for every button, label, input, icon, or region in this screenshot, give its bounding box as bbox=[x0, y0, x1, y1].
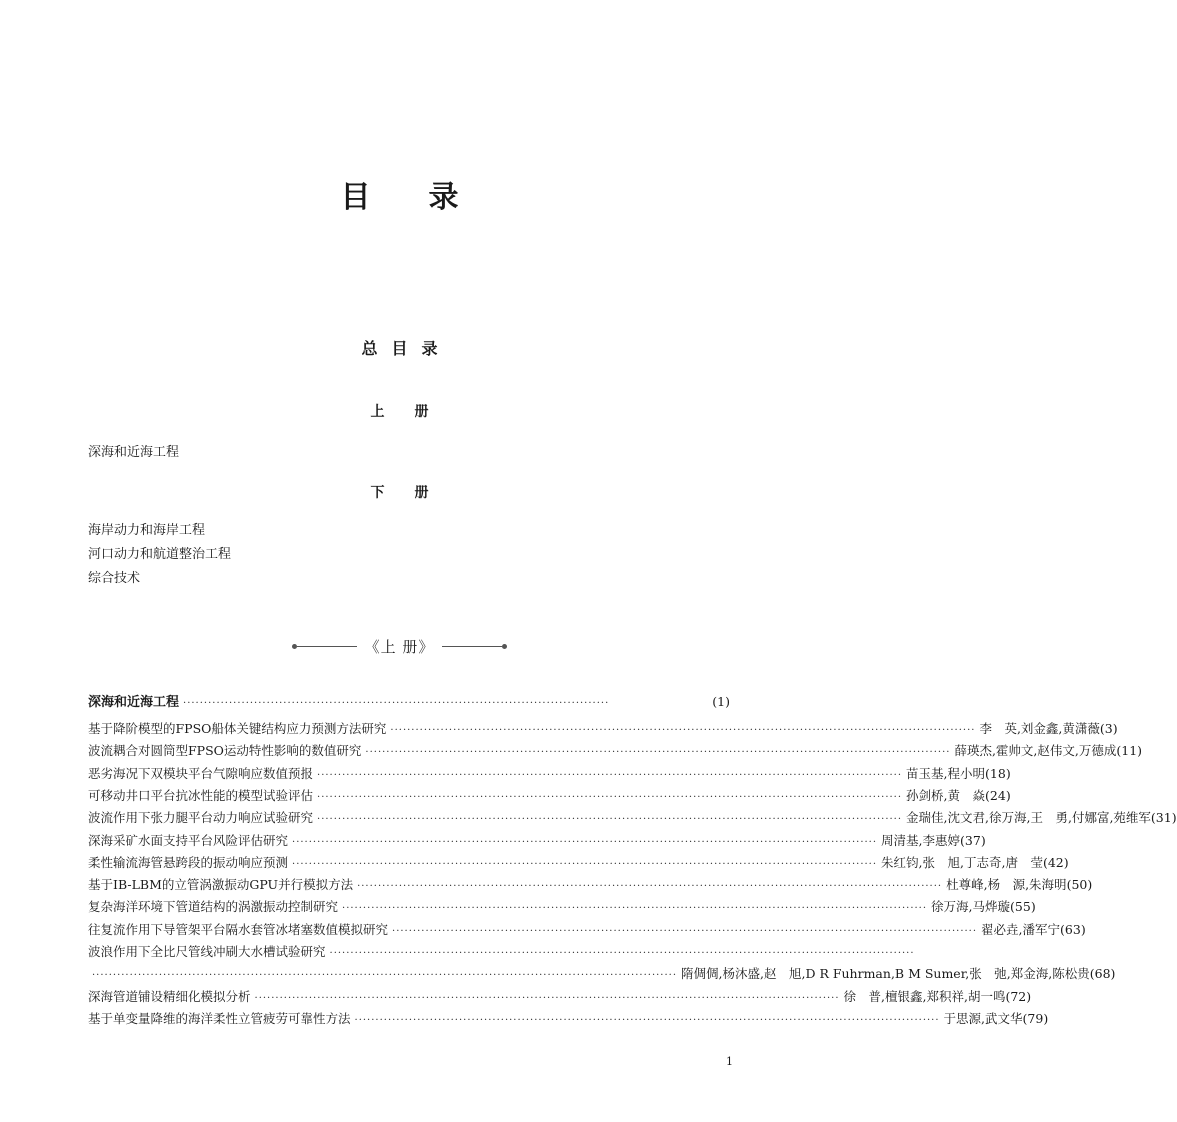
toc-page: (42) bbox=[1042, 854, 1069, 870]
toc-entry[interactable] bbox=[88, 853, 1069, 871]
leader-dots: ············································································································································ bbox=[317, 814, 903, 826]
toc-entry-title: 可移动井口平台抗冰性能的模型试验评估 bbox=[88, 787, 314, 803]
toc-entry-title: 波浪作用下全比尺管线冲刷大水槽试验研究 bbox=[88, 944, 326, 959]
toc-entry-title: 深海管道铺设精细化模拟分析 bbox=[88, 988, 251, 1004]
section-divider bbox=[0, 634, 799, 658]
toc-page: (11) bbox=[1116, 743, 1143, 759]
volume-item: 深海和近海工程 bbox=[88, 445, 180, 460]
volume-heading-lower: 下册 bbox=[370, 485, 459, 501]
toc-entry[interactable] bbox=[88, 831, 986, 849]
toc-page: (31) bbox=[1150, 810, 1177, 826]
leader-dots: ············································································································································ bbox=[317, 769, 903, 781]
leader-dots: ············································································································································ bbox=[292, 836, 878, 848]
main-title: 目录 bbox=[340, 180, 517, 215]
leader-dots: ············································································································································ bbox=[357, 881, 943, 893]
volume-item: 综合技术 bbox=[88, 571, 141, 586]
leader-dots: ············································································································································ bbox=[292, 858, 878, 870]
leader-dots: ············································································································································ bbox=[365, 747, 951, 759]
toc-entry[interactable] bbox=[88, 964, 1116, 982]
toc-entry[interactable] bbox=[88, 719, 1118, 737]
toc-entry[interactable] bbox=[88, 786, 1011, 804]
toc-entry-authors: 朱红钧,张 旭,丁志奇,唐 莹 bbox=[881, 854, 1043, 870]
toc-page: (79) bbox=[1022, 1010, 1049, 1026]
toc-entry-title: 基于降阶模型的FPSO船体关键结构应力预测方法研究 bbox=[88, 721, 387, 736]
toc-entry-authors: 翟必垚,潘军宁 bbox=[981, 921, 1061, 937]
toc-entry-authors: 隋倜倜,杨沐盛,赵 旭,D R Fuhrman,B M Sumer,张 弛,郑金海,陈松贵 bbox=[681, 966, 1090, 982]
volume-item: 河口动力和航道整治工程 bbox=[88, 547, 232, 562]
toc-entry-authors: 苗玉基,程小明 bbox=[906, 765, 986, 781]
leader-dots: ············································································································································ bbox=[390, 725, 976, 736]
toc-entry-title: 基于IB-LBM的立管涡激振动GPU并行模拟方法 bbox=[88, 877, 354, 893]
toc-page: (3) bbox=[1099, 721, 1118, 736]
leader-dots: ············································································································································ bbox=[354, 1014, 940, 1026]
toc-entry-title: 基于单变量降维的海洋柔性立管疲劳可靠性方法 bbox=[88, 1010, 351, 1026]
toc-entry-title: 柔性输流海管悬跨段的振动响应预测 bbox=[88, 854, 289, 870]
leader-dots: ············································································································································ bbox=[254, 992, 840, 1004]
toc-entry[interactable] bbox=[88, 741, 1143, 759]
toc-entry-authors: 徐 普,檀银鑫,郑积祥,胡一鸣 bbox=[843, 988, 1006, 1004]
toc-entry[interactable] bbox=[88, 920, 1086, 938]
toc-entry-authors: 周清基,李惠婷 bbox=[881, 832, 961, 848]
toc-entry[interactable] bbox=[88, 875, 1093, 893]
divider-line bbox=[442, 646, 502, 647]
leader-dots: ············································································································································ bbox=[342, 903, 928, 915]
toc-entry-authors: 金瑞佳,沈文君,徐万海,王 勇,付娜富,苑维军 bbox=[906, 810, 1151, 826]
toc-page: (63) bbox=[1060, 921, 1086, 937]
toc-entry-title: 往复流作用下导管架平台隔水套管冰堵塞数值模拟研究 bbox=[88, 921, 389, 937]
toc-entry[interactable] bbox=[88, 1009, 1049, 1027]
divider-dot bbox=[502, 644, 507, 649]
toc-entry-title: 复杂海洋环境下管道结构的涡激振动控制研究 bbox=[88, 899, 339, 915]
leader-dots: ············································································································································ bbox=[92, 970, 678, 982]
toc-entry[interactable] bbox=[88, 987, 1032, 1005]
leader-dots: ············································································································································ bbox=[317, 791, 903, 803]
toc-section-row[interactable] bbox=[88, 691, 730, 709]
toc-page: (50) bbox=[1066, 877, 1093, 893]
volume-item: 海岸动力和海岸工程 bbox=[88, 523, 206, 538]
volume-heading-upper: 上册 bbox=[370, 404, 459, 420]
toc-entry-title: 深海采矿水面支持平台风险评估研究 bbox=[88, 832, 289, 848]
toc-entry-authors: 李 英,刘金鑫,黄潇薇 bbox=[979, 721, 1100, 736]
divider-line bbox=[297, 646, 357, 647]
toc-entry-title: 波流作用下张力腿平台动力响应试验研究 bbox=[88, 810, 314, 826]
general-toc-title: 总目录 bbox=[361, 339, 452, 358]
toc-page: (1) bbox=[712, 694, 730, 709]
toc-page: (24) bbox=[985, 787, 1011, 803]
toc-entry[interactable] bbox=[88, 808, 1177, 826]
toc-entry[interactable] bbox=[88, 942, 915, 960]
toc-page: (55) bbox=[1010, 899, 1036, 915]
toc-entry-authors: 杜尊峰,杨 源,朱海明 bbox=[946, 877, 1067, 893]
toc-entry-title: 波流耦合对圆筒型FPSO运动特性影响的数值研究 bbox=[88, 743, 362, 759]
toc-page: (18) bbox=[985, 765, 1011, 781]
toc-entry-authors: 孙剑桥,黄 焱 bbox=[906, 787, 986, 803]
page-number: 1 bbox=[726, 1055, 733, 1068]
toc-entry-authors: 薛瑛杰,霍帅文,赵伟文,万德成 bbox=[954, 743, 1117, 759]
toc-entry[interactable] bbox=[88, 764, 1011, 782]
divider-label: 《上 册》 bbox=[364, 637, 435, 656]
toc-section-title: 深海和近海工程 bbox=[88, 695, 180, 710]
leader-dots: ············································································································································ bbox=[392, 925, 978, 937]
toc-entry-title: 恶劣海况下双模块平台气隙响应数值预报 bbox=[88, 765, 314, 781]
toc-entry-authors: 于思源,武文华 bbox=[943, 1010, 1023, 1026]
toc-entry-authors: 徐万海,马烨璇 bbox=[931, 899, 1011, 915]
leader-dots: ······································································································ bbox=[183, 698, 610, 709]
toc-page: (68) bbox=[1089, 966, 1116, 982]
toc-page: (72) bbox=[1005, 988, 1032, 1004]
leader-dots: ············································································································································ bbox=[329, 948, 915, 959]
toc-entry[interactable] bbox=[88, 897, 1036, 915]
toc-page: (37) bbox=[960, 832, 986, 848]
